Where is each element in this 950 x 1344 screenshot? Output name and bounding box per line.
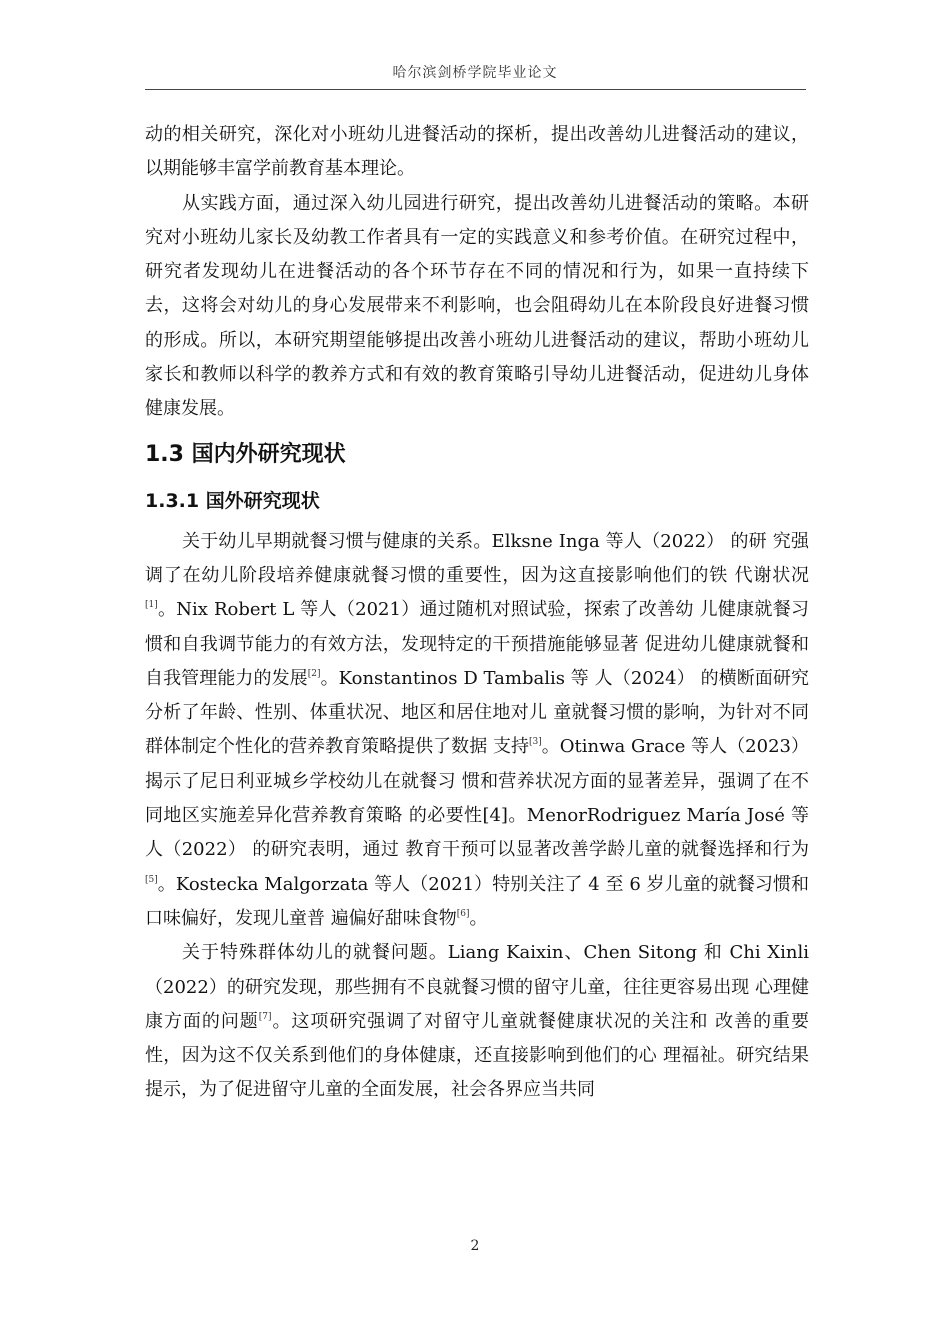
text-run: 。Nix Robert L 等人（2021）通过随机对照试验，探索了改善幼 儿健康就餐习惯和自我调节能力的有效方法，发现特定的干预措施能够显著 促进幼儿健康就餐和自我管理能力的发展 <box>145 599 809 689</box>
citation-ref: [7] <box>258 1011 272 1022</box>
text-run: 关于幼儿早期就餐习惯与健康的关系。Elksne Inga 等人（2022） 的研 究强调了在幼儿阶段培养健康就餐习惯的重要性，因为这直接影响他们的铁 代谢状况 <box>145 530 809 586</box>
paragraph-significance-theory: 动的相关研究，深化对小班幼儿进餐活动的探析，提出改善幼儿进餐活动的建议， 以期能够丰富学前教育基本理论。 <box>145 124 809 180</box>
document-body <box>145 118 809 1108</box>
citation-ref: [2] <box>307 668 321 679</box>
paragraph-significance-practice: 从实践方面，通过深入幼儿园进行研究，提出改善幼儿进餐活动的策略。本研究对小班幼儿家长及幼教工作者具有一定的实践意义和参考价值。在研究过程中，研究者发现幼儿在进餐活动的各个环节存在不同的情况和行为，如果一直持续下去，这将会对幼儿的身心发展带来不利影响，也会阻碍幼儿在本阶段良好进餐习惯的形成。所以，本研究期望能够提出改善小班幼儿进餐活动的建议，帮助小班幼儿家长和教师以科学的教养方式和有效的教育策略引导幼儿进餐活动，促进幼儿身体健康发展。 <box>145 192 809 420</box>
section-heading: 1.3 国内外研究现状 <box>145 441 346 467</box>
text-run: 。这项研究强调了对留守儿童就餐健康状况的关注和 改善的重要性，因为这不仅关系到他们的身体健康，还直接影响到他们的心 理福祉。研究结果提示，为了促进留守儿童的全面发展，社会各界应当共同 <box>145 1010 810 1101</box>
header-divider <box>145 89 806 90</box>
text-run: 关于特殊群体幼儿的就餐问题。Liang Kaixin、Chen Sitong 和 Chi Xinli （2022）的研究发现，那些拥有不良就餐习惯的留守儿童，往往更容易出现 心理健康方面的问题 <box>145 942 809 1032</box>
text-run: 。 <box>469 907 488 929</box>
text-run: 。Otinwa Grace 等人（2023）揭示了尼日利亚城乡学校幼儿在就餐习 惯和营养状况方面的显著差异，强调了在不同地区实施差异化营养教育策略 的必要性[4]。MenorRodriguez María José 等人（2022） 的研究表明，通过 教育干预可以显著改善学龄儿童的就餐选择和行为 <box>145 736 809 861</box>
subsection-heading: 1.3.1 国外研究现状 <box>145 489 320 512</box>
paragraph-foreign-research <box>145 525 809 937</box>
citation-ref: [6] <box>456 908 470 919</box>
citation-ref: [5] <box>145 874 158 885</box>
paragraph-special-groups <box>145 936 809 1107</box>
text-run: 。Kostecka Malgorzata 等人（2021）特别关注了 4 至 6 岁儿童的就餐习惯和口味偏好，发现儿童普 遍偏好甜味食物 <box>145 873 809 929</box>
citation-ref: [1] <box>145 600 158 611</box>
citation-ref: [3] <box>528 737 542 748</box>
running-header: 哈尔滨剑桥学院毕业论文 <box>392 65 558 81</box>
page-number: 2 <box>470 1238 480 1254</box>
text-run: 。Konstantinos D Tambalis 等 人（2024） 的横断面研究分析了年龄、性别、体重状况、地区和居住地对儿 童就餐习惯的影响，为针对不同群体制定个性化的营养教育策略提供了数据 支持 <box>145 667 810 758</box>
